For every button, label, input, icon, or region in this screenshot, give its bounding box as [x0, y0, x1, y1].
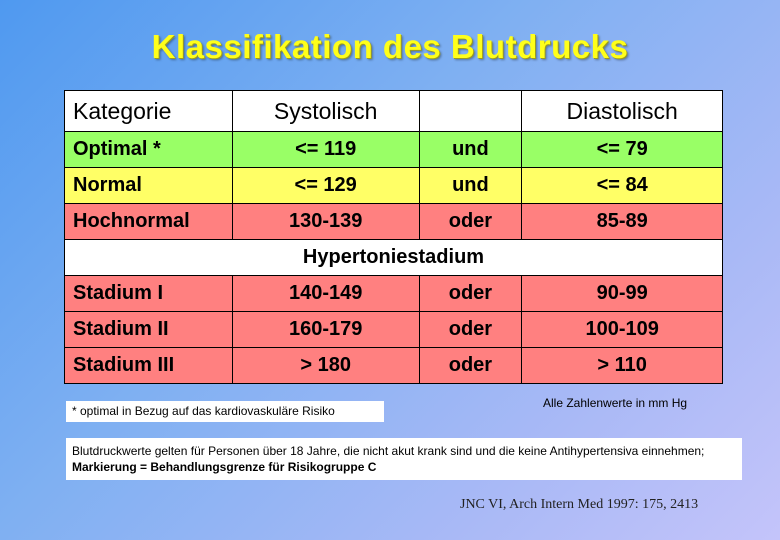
note-bold-text: Markierung = Behandlungsgrenze für Risikogruppe C — [72, 460, 377, 474]
connector-cell: und — [419, 132, 522, 168]
connector-cell: und — [419, 168, 522, 204]
systolic-cell: <= 129 — [232, 168, 419, 204]
table-row-stadium-3 — [65, 348, 723, 384]
header-systolisch: Systolisch — [232, 91, 419, 132]
footnote: * optimal in Bezug auf das kardiovaskuläre Risiko — [66, 401, 384, 422]
connector-cell: oder — [419, 276, 522, 312]
connector-cell: oder — [419, 312, 522, 348]
section-label: Hypertoniestadium — [65, 240, 723, 276]
table-row-stadium-1 — [65, 276, 723, 312]
category-cell: Optimal * — [65, 132, 233, 168]
connector-cell: oder — [419, 348, 522, 384]
diastolic-cell: 100-109 — [522, 312, 723, 348]
note-box — [66, 438, 742, 480]
header-connector — [419, 91, 522, 132]
connector-cell: oder — [419, 204, 522, 240]
category-cell: Normal — [65, 168, 233, 204]
table-row-normal — [65, 168, 723, 204]
page-title: Klassifikation des Blutdrucks — [151, 28, 629, 65]
category-cell: Hochnormal — [65, 204, 233, 240]
diastolic-cell: > 110 — [522, 348, 723, 384]
diastolic-cell: <= 79 — [522, 132, 723, 168]
systolic-cell: 160-179 — [232, 312, 419, 348]
diastolic-cell: <= 84 — [522, 168, 723, 204]
table-row-optimal — [65, 132, 723, 168]
section-row-hypertoniestadium — [65, 240, 723, 276]
note-text: Blutdruckwerte gelten für Personen über 18 Jahre, die nicht akut krank sind und die keine Antihypertensiva einnehmen; — [72, 444, 705, 458]
table-row-stadium-2 — [65, 312, 723, 348]
header-kategorie: Kategorie — [65, 91, 233, 132]
units-note: Alle Zahlenwerte in mm Hg — [543, 396, 688, 410]
systolic-cell: 130-139 — [232, 204, 419, 240]
category-cell: Stadium III — [65, 348, 233, 384]
systolic-cell: <= 119 — [232, 132, 419, 168]
systolic-cell: > 180 — [232, 348, 419, 384]
blood-pressure-table — [64, 90, 723, 384]
table-row-hochnormal — [65, 204, 723, 240]
diastolic-cell: 90-99 — [522, 276, 723, 312]
source-citation: JNC VI, Arch Intern Med 1997: 175, 2413 — [460, 497, 699, 512]
table-header-row — [65, 91, 723, 132]
systolic-cell: 140-149 — [232, 276, 419, 312]
category-cell: Stadium II — [65, 312, 233, 348]
header-diastolisch: Diastolisch — [522, 91, 723, 132]
category-cell: Stadium I — [65, 276, 233, 312]
diastolic-cell: 85-89 — [522, 204, 723, 240]
